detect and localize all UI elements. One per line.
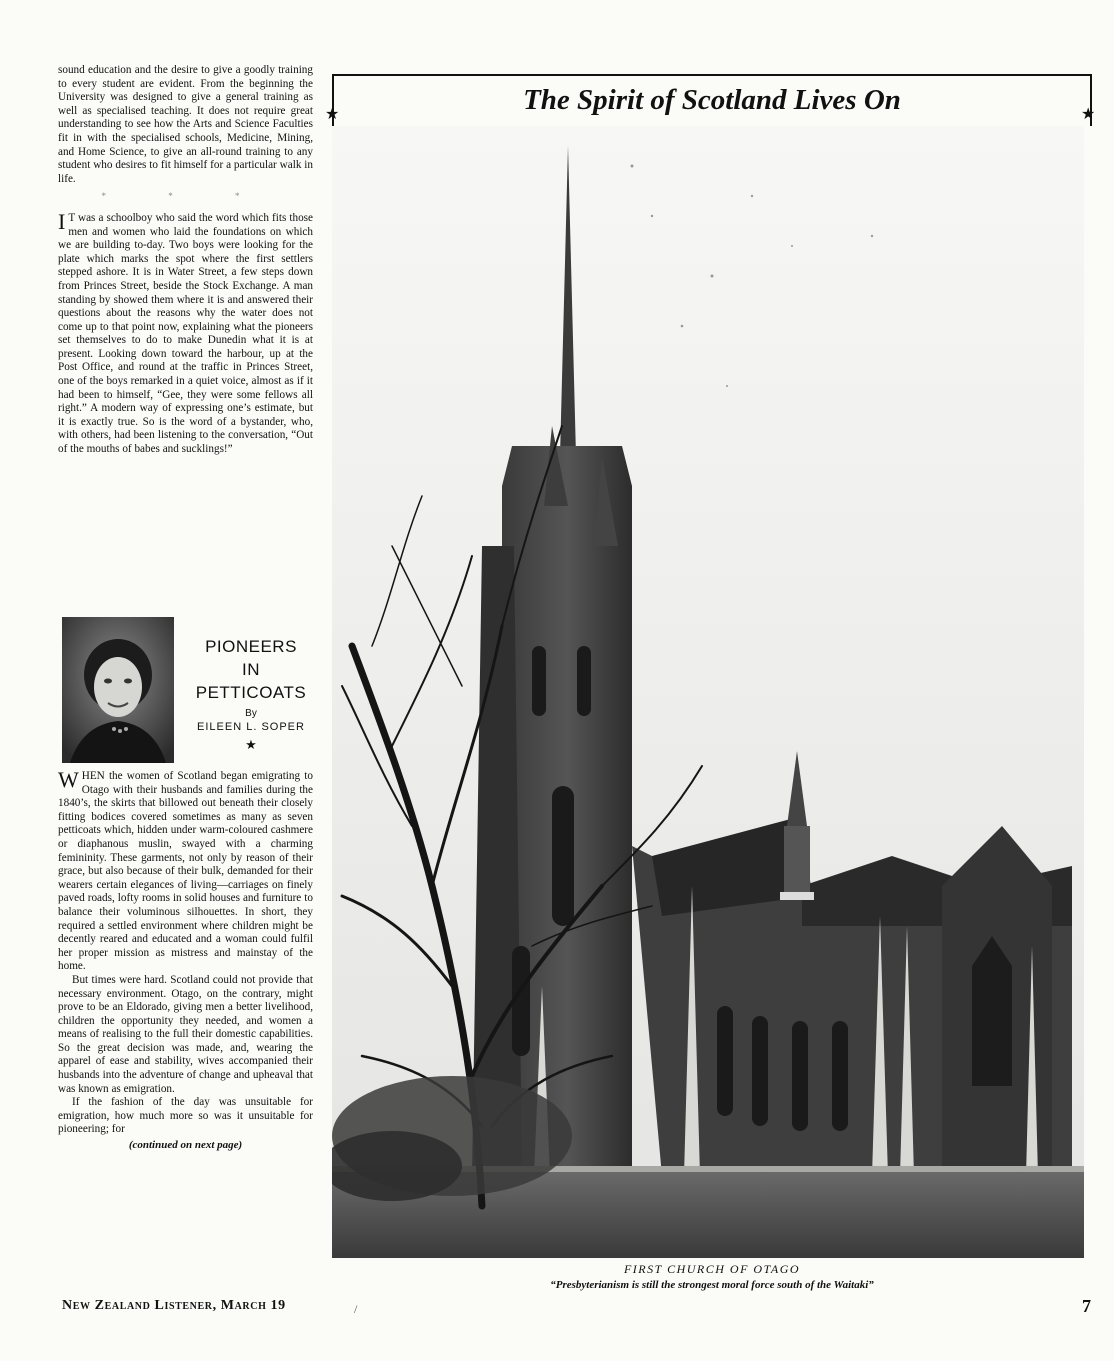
author-portrait [62, 617, 174, 763]
byline-block [62, 617, 312, 765]
title-star-right-icon: ★ [1081, 106, 1096, 123]
byline-text [187, 635, 315, 753]
photo-caption-title: FIRST CHURCH OF OTAGO [623, 1262, 801, 1276]
page-number: 7 [1082, 1296, 1091, 1316]
church-photograph [332, 126, 1084, 1258]
schoolboy-paragraph [58, 208, 313, 457]
dropcap-w: W [58, 767, 79, 792]
section-divider: * * * [101, 191, 270, 202]
title-star-left-icon: ★ [325, 106, 340, 123]
publication-footer: New Zealand Listener, March 19 [62, 1298, 286, 1313]
petticoats-paragraph [58, 767, 313, 974]
fashion-paragraph: If the fashion of the day was unsuitable for emigration, how much more so was it unsuitable for pioneering; for [58, 1096, 313, 1136]
continued-note: (continued on next page) [128, 1139, 243, 1152]
byline-by: By [245, 708, 257, 719]
byline-star-icon: ★ [245, 737, 257, 752]
byline-author: EILEEN L. SOPER [197, 721, 305, 733]
hard-times-paragraph: But times were hard. Scotland could not provide that necessary environment. Otago, on the contrary, might prove to be an Eldorado, giving men a better livelihood, children the opportunity they needed, and women a means of realising to the full their domestic capabilities. So the great decision was made, and, wearing the apparel of ease and stability, wives accompanied their husbands into the adventure of change and upheaval that was known as emigration. [58, 973, 313, 1095]
intro-paragraph: sound education and the desire to give a goodly training to every student are evident. From the beginning the University was designed to give a general training as well as specialised teaching. It does not require great understanding to see how the Arts and Science Faculties fit in with the specialised schools, Medicine, Mining, and Home Science, to give an all-round training to any student who desires to fit himself for a particular walk in life. [58, 64, 313, 185]
pencil-mark: / [354, 1302, 358, 1316]
byline-title-line3: PETTICOATS [195, 683, 307, 702]
schoolboy-paragraph-text: T was a schoolboy who said the word which fits those men and women who laid the foundations on which we are building to-day. Two boys were looking for the plate which marks the spot where the first settlers stepped ashore. It is in Water Street, a few steps down from Princes Street, beside the Stock Exchange. A man standing by showed them where it is and answered their questions about the reasons why the water does not come up to that point now, explaining what the pioneers set themselves to do to make Dunedin what it is at present. Looking down toward the harbour, up at the Post Office, and round at the traffic in Princes Street, one of the boys remarked in a quiet voice, almost as if it had been to himself, “Gee, they were some fellows all right.” A modern way of expressing one’s estimate, but it is exactly true. So is the word of a bystander, who, with others, had been listening to the conversation, “Out of the mouths of babes and sucklings!” [58, 211, 313, 456]
left-column-top [58, 64, 313, 457]
feature-title: The Spirit of Scotland Lives On [523, 84, 901, 116]
feature-title-box [332, 74, 1092, 126]
petticoats-paragraph-text: HEN the women of Scotland began emigrating to Otago with their husbands and families during the 1840’s, the skirts that billowed out beneath their closely fitting bodices covered sometimes as many as seven petticoats which, hidden under warm-coloured cashmere or diaphanous muslin, swayed with a charming femininity. These garments, not only by reason of their grace, but also because of their bulk, demanded for their wearers certain elegances of living—carriages on finely paved roads, lofty rooms in solid houses and furniture to balance their voluminous silhouettes. In short, they required a settled environment where children might be decently reared and educated and a woman could fulfil her proper mission as mistress and mainstay of the home. [58, 770, 313, 973]
byline-title-line1: PIONEERS [205, 637, 297, 656]
dropcap-i: I [58, 208, 66, 234]
photo-caption-quote: “Presbyterianism is still the strongest moral force south of the Waitaki” [550, 1279, 874, 1291]
byline-title-line2: IN [242, 660, 260, 679]
left-column-bottom [58, 767, 313, 1153]
